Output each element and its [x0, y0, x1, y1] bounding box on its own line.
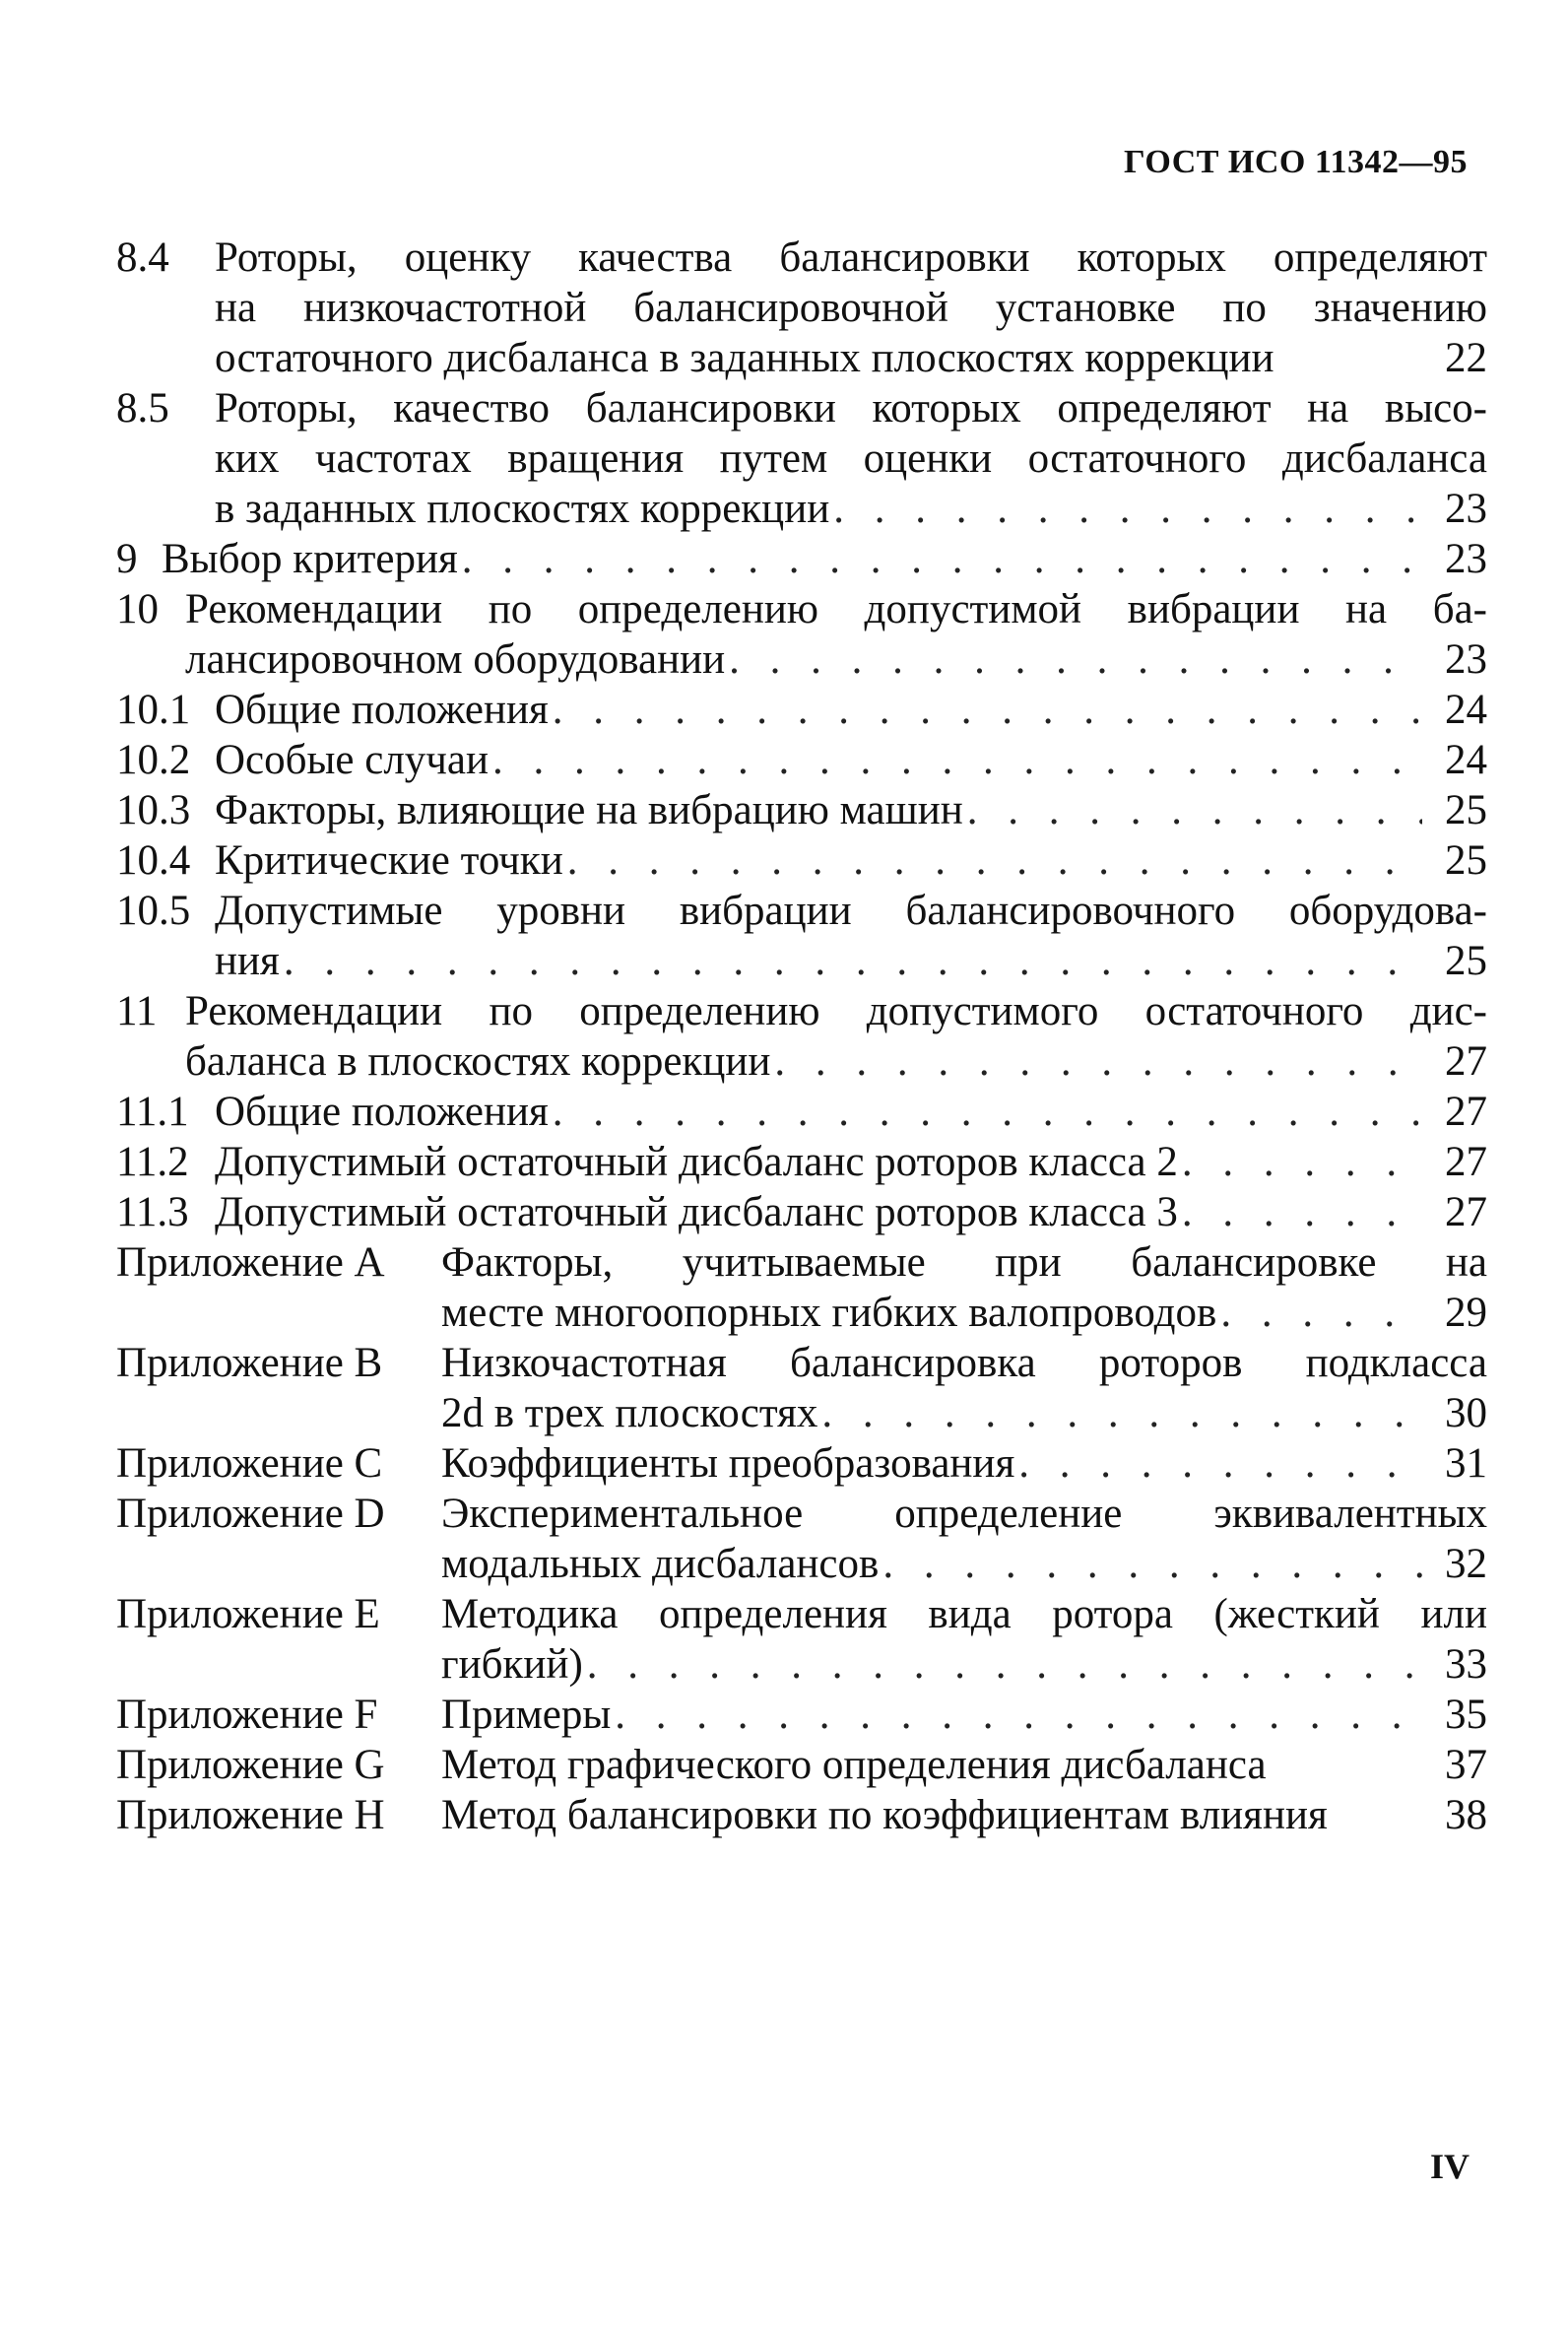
toc-entry-line	[215, 333, 1487, 383]
toc-entry-title: остаточного дисбаланса в заданных плоскостях коррекции	[215, 335, 1274, 381]
toc-entry-title: 2d в трех плоскостях	[441, 1390, 818, 1436]
toc-entry-title: ния	[215, 938, 280, 984]
dot-leader	[553, 685, 1422, 735]
dot-leader	[553, 1087, 1422, 1137]
toc-entry-line	[215, 835, 1487, 886]
toc-page-number: 25	[1445, 938, 1487, 984]
toc-entry-line	[215, 283, 1487, 333]
dot-leader	[587, 1639, 1422, 1690]
toc-entry-number: 10.3	[116, 787, 191, 833]
toc-entry-title: ких частотах вращения путем оценки остаточного дисбаланса	[215, 435, 1487, 482]
toc-page-number: 38	[1445, 1792, 1487, 1838]
dot-leader	[1182, 1137, 1422, 1187]
toc-entry-number: 8.5	[116, 385, 169, 432]
toc-appendix-label: Приложение H	[116, 1792, 385, 1838]
toc-page-number: 25	[1445, 787, 1487, 833]
toc-entry-title: Общие положения	[215, 687, 549, 733]
toc-entry[interactable]	[116, 785, 1487, 835]
toc-entry[interactable]	[116, 886, 1487, 986]
toc-entry-title: баланса в плоскостях коррекции	[185, 1038, 771, 1085]
toc-entry-line	[215, 936, 1487, 986]
toc-entry-title: Выбор критерия	[162, 536, 458, 582]
toc-page-number: 37	[1445, 1742, 1487, 1788]
document-header: ГОСТ ИСО 11342—95	[1124, 144, 1468, 180]
toc-entry-title: Допустимый остаточный дисбаланс роторов класса 2	[215, 1139, 1178, 1185]
toc-entry-title: в заданных плоскостях коррекции	[215, 486, 830, 532]
toc-entry-title: Допустимый остаточный дисбаланс роторов класса 3	[215, 1189, 1178, 1235]
toc-appendix-label: Приложение A	[116, 1239, 385, 1286]
toc-entry-number: 8.4	[116, 234, 169, 281]
toc-entry-line	[215, 383, 1487, 433]
toc-entry-line	[185, 634, 1487, 685]
dot-leader	[774, 1036, 1422, 1087]
dot-leader	[967, 785, 1422, 835]
toc-entry[interactable]	[116, 986, 1487, 1087]
toc-entry-title: Факторы, влияющие на вибрацию машин	[215, 787, 963, 833]
toc-entry-line	[215, 886, 1487, 936]
toc-page-number: 24	[1445, 737, 1487, 783]
dot-leader	[567, 835, 1422, 886]
toc-entry-line	[441, 1288, 1487, 1338]
toc-entry-title: Роторы, качество балансировки которых определяют на высо-	[215, 385, 1487, 432]
toc-entry[interactable]	[116, 584, 1487, 685]
toc-page-number: 27	[1445, 1139, 1487, 1185]
toc-entry-title: Методика определения вида ротора (жесткий или	[441, 1591, 1487, 1637]
toc-entry-line	[441, 1690, 1487, 1740]
toc-appendix-entry[interactable]	[116, 1438, 1487, 1489]
toc-appendix-label: Приложение F	[116, 1692, 378, 1738]
toc-page-number: 31	[1445, 1440, 1487, 1487]
dot-leader	[1018, 1438, 1422, 1489]
toc-entry-line	[441, 1639, 1487, 1690]
toc-entry-title: модальных дисбалансов	[441, 1541, 880, 1587]
toc-appendix-label: Приложение B	[116, 1340, 383, 1386]
toc-entry-line	[441, 1539, 1487, 1589]
toc-page-number: 35	[1445, 1692, 1487, 1738]
toc-entry[interactable]	[116, 1187, 1487, 1237]
toc-entry[interactable]	[116, 1087, 1487, 1137]
toc-entry-title: Метод балансировки по коэффициентам влияния	[441, 1792, 1328, 1838]
toc-entry-line	[215, 735, 1487, 785]
toc-entry-line	[162, 534, 1487, 584]
dot-leader	[1182, 1187, 1422, 1237]
toc-page-number: 29	[1445, 1290, 1487, 1336]
toc-entry-number: 9	[116, 536, 138, 582]
toc-entry-title: Экспериментальное определение эквивалентных	[441, 1491, 1487, 1537]
toc-entry-line	[185, 584, 1487, 634]
toc-entry-number: 11.3	[116, 1189, 189, 1235]
toc-entry-number: 11	[116, 988, 158, 1034]
toc-entry-line	[215, 232, 1487, 283]
toc-entry-line	[215, 785, 1487, 835]
toc-page-number: 27	[1445, 1038, 1487, 1085]
toc-entry-line	[215, 1187, 1487, 1237]
toc-entry-line	[441, 1589, 1487, 1639]
toc-appendix-entry[interactable]	[116, 1338, 1487, 1438]
toc-entry-title: месте многоопорных гибких валопроводов	[441, 1290, 1217, 1336]
toc-entry-title: гибкий)	[441, 1641, 583, 1688]
toc-entry-line	[441, 1790, 1487, 1840]
toc-page-number: 22	[1445, 335, 1487, 381]
dot-leader	[821, 1388, 1422, 1438]
toc-entry[interactable]	[116, 383, 1487, 534]
toc-entry-title: Рекомендации по определению допустимого остаточного дис-	[185, 988, 1487, 1034]
toc-appendix-entry[interactable]	[116, 1690, 1487, 1740]
page-number: IV	[1429, 2147, 1470, 2186]
toc-entry-line	[215, 1137, 1487, 1187]
toc-entry-line	[215, 433, 1487, 484]
toc-appendix-label: Приложение E	[116, 1591, 380, 1637]
dot-leader	[729, 634, 1422, 685]
toc-entry-line	[441, 1740, 1487, 1790]
dot-leader	[833, 484, 1422, 534]
toc-entry-title: Рекомендации по определению допустимой вибрации на ба-	[185, 586, 1487, 632]
toc-entry-line	[215, 685, 1487, 735]
toc-entry-number: 10.4	[116, 837, 191, 884]
toc-page-number: 32	[1445, 1541, 1487, 1587]
dot-leader	[492, 735, 1422, 785]
toc-entry-title: Критические точки	[215, 837, 563, 884]
toc-entry-number: 10.1	[116, 687, 191, 733]
toc-entry-line	[441, 1489, 1487, 1539]
toc-entry[interactable]	[116, 534, 1487, 584]
toc-entry-title: Коэффициенты преобразования	[441, 1440, 1015, 1487]
toc-entry-number: 10	[116, 586, 159, 632]
toc-page-number: 25	[1445, 837, 1487, 884]
dot-leader	[462, 534, 1422, 584]
toc-page-number: 30	[1445, 1390, 1487, 1436]
toc-entry-line	[441, 1438, 1487, 1489]
dot-leader	[1220, 1288, 1422, 1338]
dot-leader	[284, 936, 1422, 986]
toc-entry[interactable]	[116, 232, 1487, 383]
toc-entry-line	[215, 1087, 1487, 1137]
toc-entry[interactable]	[116, 1137, 1487, 1187]
toc-entry[interactable]	[116, 685, 1487, 735]
toc-entry-line	[185, 986, 1487, 1036]
toc-entry-title: Низкочастотная балансировка роторов подкласса	[441, 1340, 1487, 1386]
toc-entry-title: Примеры	[441, 1692, 612, 1738]
toc-appendix-entry[interactable]	[116, 1589, 1487, 1690]
toc-page-number: 27	[1445, 1089, 1487, 1135]
toc-entry[interactable]	[116, 735, 1487, 785]
toc-entry-title: Роторы, оценку качества балансировки которых определяют	[215, 234, 1487, 281]
toc-appendix-label: Приложение G	[116, 1742, 385, 1788]
toc-entry-title: Метод графического определения дисбаланса	[441, 1742, 1267, 1788]
dot-leader	[615, 1690, 1422, 1740]
toc-appendix-label: Приложение D	[116, 1491, 385, 1537]
toc-page-number: 23	[1445, 636, 1487, 683]
toc-entry-line	[185, 1036, 1487, 1087]
toc-appendix-entry[interactable]	[116, 1740, 1487, 1790]
toc-entry-number: 10.5	[116, 888, 191, 934]
toc-entry-line	[441, 1237, 1487, 1288]
toc-entry-title: Особые случаи	[215, 737, 490, 783]
toc-entry-number: 10.2	[116, 737, 191, 783]
toc-entry-title: лансировочном оборудовании	[185, 636, 726, 683]
toc-page-number: 23	[1445, 486, 1487, 532]
toc-entry-title: Допустимые уровни вибрации балансировочного оборудова-	[215, 888, 1487, 934]
dot-leader	[882, 1539, 1422, 1589]
toc-entry-number: 11.2	[116, 1139, 189, 1185]
toc-page-number: 23	[1445, 536, 1487, 582]
toc-page-number: 27	[1445, 1189, 1487, 1235]
toc-entry[interactable]	[116, 835, 1487, 886]
toc-page-number: 33	[1445, 1641, 1487, 1688]
toc-entry-number: 11.1	[116, 1089, 189, 1135]
toc-entry-line	[441, 1338, 1487, 1388]
toc-entry-title: на низкочастотной балансировочной установке по значению	[215, 285, 1487, 331]
table-of-contents	[116, 232, 1487, 1840]
toc-appendix-entry[interactable]	[116, 1790, 1487, 1840]
toc-appendix-label: Приложение C	[116, 1440, 383, 1487]
toc-entry-line	[441, 1388, 1487, 1438]
toc-appendix-entry[interactable]	[116, 1489, 1487, 1589]
toc-page-number: 24	[1445, 687, 1487, 733]
toc-entry-title: Факторы, учитываемые при балансировке на	[441, 1239, 1487, 1286]
toc-entry-line	[215, 484, 1487, 534]
toc-entry-title: Общие положения	[215, 1089, 549, 1135]
toc-appendix-entry[interactable]	[116, 1237, 1487, 1338]
